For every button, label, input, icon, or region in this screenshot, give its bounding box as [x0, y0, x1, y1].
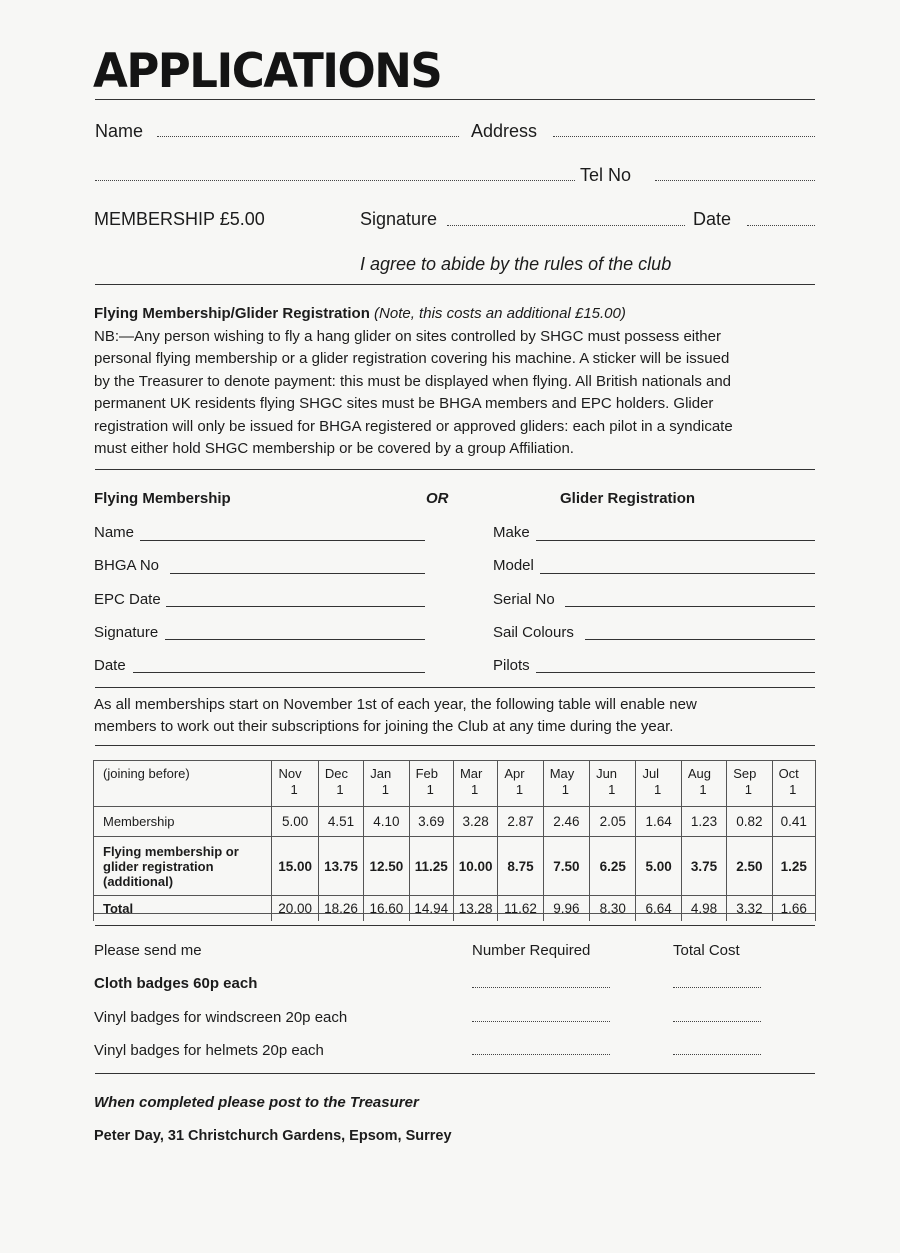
divider	[95, 745, 815, 746]
divider	[95, 687, 815, 688]
month-name: Nov	[278, 766, 302, 781]
table-cell: 1.64	[636, 807, 681, 837]
month-day: 1	[290, 782, 298, 797]
tel-field[interactable]	[655, 180, 815, 181]
badges-heading: Please send me	[94, 942, 202, 959]
table-cell: 0.41	[772, 807, 815, 837]
gr-sail-colours-label: Sail Colours	[493, 624, 574, 641]
table-cell: 13.75	[318, 837, 363, 896]
table-cell: 9.96	[543, 896, 589, 922]
helmet-badges-number-field[interactable]	[472, 1054, 610, 1055]
table-cell: 15.00	[272, 837, 318, 896]
fm-bhga-label: BHGA No	[94, 557, 160, 574]
gr-pilots-field[interactable]	[536, 672, 815, 673]
month-name: May	[549, 766, 575, 781]
page-title: APPLICATIONS	[93, 42, 442, 99]
cloth-badges-number-field[interactable]	[472, 987, 610, 988]
fm-date-field[interactable]	[133, 672, 425, 673]
treasurer-address: Peter Day, 31 Christchurch Gardens, Epsom, Surrey	[94, 1128, 452, 1144]
month-day: 1	[654, 782, 662, 797]
fm-name-label: Name	[94, 524, 135, 541]
table-cell: 6.25	[590, 837, 636, 896]
month-name: Aug	[687, 766, 711, 781]
divider	[95, 284, 815, 285]
number-required-header: Number Required	[472, 942, 591, 959]
table-cell: 1.25	[772, 837, 815, 896]
notes-line: permanent UK residents flying SHGC sites must be BHGA members and EPC holders. Glider	[94, 395, 714, 412]
fm-epc-label: EPC Date	[94, 591, 161, 608]
table-intro-line: As all memberships start on November 1st of each year, the following table will enable new	[94, 696, 697, 713]
month-day: 1	[789, 782, 797, 797]
gr-make-label: Make	[493, 524, 530, 541]
table-cell: 3.28	[453, 807, 497, 837]
glider-registration-heading: Glider Registration	[560, 490, 696, 507]
gr-model-label: Model	[493, 557, 534, 574]
month-name: Sep	[733, 766, 757, 781]
windscreen-badges-number-field[interactable]	[472, 1021, 610, 1022]
gr-make-field[interactable]	[536, 540, 815, 541]
gr-serial-label: Serial No	[493, 591, 555, 608]
month-name: Dec	[324, 766, 348, 781]
gr-serial-field[interactable]	[565, 606, 815, 607]
table-cell: 0.82	[727, 807, 772, 837]
month-header	[453, 760, 497, 807]
fm-date-label: Date	[94, 657, 126, 674]
gr-sail-colours-field[interactable]	[585, 639, 815, 640]
subscription-table	[93, 760, 816, 921]
gr-pilots-label: Pilots	[493, 657, 530, 674]
month-day: 1	[561, 782, 569, 797]
table-cell: 12.50	[364, 837, 409, 896]
tel-label: Tel No	[580, 165, 632, 185]
table-cell: 5.00	[272, 807, 318, 837]
table-cell: 3.69	[409, 807, 453, 837]
table-header-row	[94, 760, 816, 807]
month-day: 1	[426, 782, 434, 797]
month-day: 1	[515, 782, 524, 797]
fm-epc-field[interactable]	[166, 606, 425, 607]
month-day: 1	[608, 782, 616, 797]
flying-membership-heading: Flying Membership	[94, 490, 231, 507]
table-cell: 8.75	[498, 837, 543, 896]
month-day: 1	[699, 782, 707, 797]
table-cell: 1.66	[772, 896, 815, 922]
date-label: Date	[693, 209, 732, 229]
table-cell: 2.50	[727, 837, 772, 896]
notes-line: personal flying membership or a glider registration covering his machine. A sticker will be issued	[94, 350, 730, 367]
table-cell: 4.98	[681, 896, 726, 922]
month-header	[318, 760, 363, 807]
notes-line: by the Treasurer to denote payment: this must be displayed when flying. All British nationals and	[94, 373, 732, 390]
month-name: Jun	[596, 766, 618, 781]
row-label: Total	[94, 896, 272, 922]
notes-line: must either hold SHGC membership or be covered by a group Affiliation.	[94, 440, 574, 457]
fm-signature-field[interactable]	[165, 639, 425, 640]
divider	[95, 99, 815, 100]
month-name: Feb	[415, 766, 438, 781]
table-cell: 13.28	[453, 896, 497, 922]
table-cell: 3.75	[681, 837, 726, 896]
month-header	[364, 760, 409, 807]
divider	[95, 469, 815, 470]
table-cell: 6.64	[636, 896, 681, 922]
address-field[interactable]	[553, 136, 815, 137]
month-header	[272, 760, 318, 807]
total-cost-header: Total Cost	[673, 942, 740, 959]
month-header	[681, 760, 726, 807]
table-cell: 11.62	[498, 896, 543, 922]
table-cell: 1.23	[681, 807, 726, 837]
flying-heading: Flying Membership/Glider Registration	[94, 305, 370, 322]
or-label: OR	[426, 490, 449, 507]
month-header	[590, 760, 636, 807]
flying-note: (Note, this costs an additional £15.00)	[374, 305, 626, 322]
month-name: Apr	[504, 766, 525, 781]
cloth-badges-cost-field[interactable]	[673, 987, 761, 988]
month-day: 1	[336, 782, 344, 797]
table-row	[94, 807, 816, 837]
table-cell: 18.26	[318, 896, 363, 922]
badge-item-label: Vinyl badges for helmets 20p each	[94, 1042, 324, 1059]
post-instruction: When completed please post to the Treasurer	[94, 1094, 419, 1111]
signature-field[interactable]	[447, 225, 685, 226]
month-name: Oct	[778, 766, 799, 781]
table-cell: 14.94	[409, 896, 453, 922]
gr-model-field[interactable]	[540, 573, 815, 574]
fm-name-field[interactable]	[140, 540, 425, 541]
month-header	[543, 760, 589, 807]
badge-item-label: Cloth badges 60p each	[94, 975, 258, 992]
name-field[interactable]	[157, 136, 459, 137]
divider	[95, 925, 815, 926]
table-cell: 3.32	[727, 896, 772, 922]
corner-label: (joining before)	[94, 760, 272, 807]
notes-line: registration will only be issued for BHGA registered or approved gliders: each pilot in a syndicate	[94, 418, 733, 435]
table-cell: 2.87	[498, 807, 543, 837]
table-cell: 4.51	[318, 807, 363, 837]
name-label: Name	[95, 121, 144, 141]
helmet-badges-cost-field[interactable]	[673, 1054, 761, 1055]
month-header	[727, 760, 772, 807]
agreement-text: I agree to abide by the rules of the club	[360, 254, 672, 274]
table-cell: 7.50	[543, 837, 589, 896]
badge-item-label: Vinyl badges for windscreen 20p each	[94, 1009, 348, 1026]
month-day: 1	[744, 782, 752, 797]
table-cell: 2.46	[543, 807, 589, 837]
month-header	[409, 760, 453, 807]
table-cell: 4.10	[364, 807, 409, 837]
flying-heading-line	[94, 305, 626, 322]
month-name: Jan	[370, 766, 392, 781]
table-cell: 5.00	[636, 837, 681, 896]
signature-label: Signature	[360, 209, 438, 229]
table-cell: 2.05	[590, 807, 636, 837]
membership-fee-label: MEMBERSHIP £5.00	[94, 209, 265, 229]
row-label: Membership	[94, 807, 272, 837]
date-field[interactable]	[747, 225, 815, 226]
table-row	[94, 837, 816, 896]
address-label: Address	[471, 121, 538, 141]
fm-bhga-field[interactable]	[170, 573, 425, 574]
month-header	[636, 760, 681, 807]
month-header	[772, 760, 815, 807]
month-name: Jul	[642, 766, 660, 781]
table-cell: 11.25	[409, 837, 453, 896]
month-name: Mar	[459, 766, 483, 781]
notes-line: NB:—Any person wishing to fly a hang glider on sites controlled by SHGC must possess either	[94, 328, 721, 345]
month-day: 1	[471, 782, 479, 797]
windscreen-badges-cost-field[interactable]	[673, 1021, 761, 1022]
fm-signature-label: Signature	[94, 624, 159, 641]
month-header	[498, 760, 543, 807]
month-day: 1	[381, 782, 390, 797]
table-row	[94, 896, 816, 922]
table-cell: 10.00	[453, 837, 497, 896]
table-intro-line: members to work out their subscriptions for joining the Club at any time during the year.	[94, 718, 674, 735]
divider	[95, 1073, 815, 1074]
address-field-line-2[interactable]	[95, 180, 575, 181]
table-cell: 20.00	[272, 896, 318, 922]
row-label: Flying membership or glider registration (additional)	[94, 837, 272, 896]
table-cell: 8.30	[590, 896, 636, 922]
table-cell: 16.60	[364, 896, 409, 922]
